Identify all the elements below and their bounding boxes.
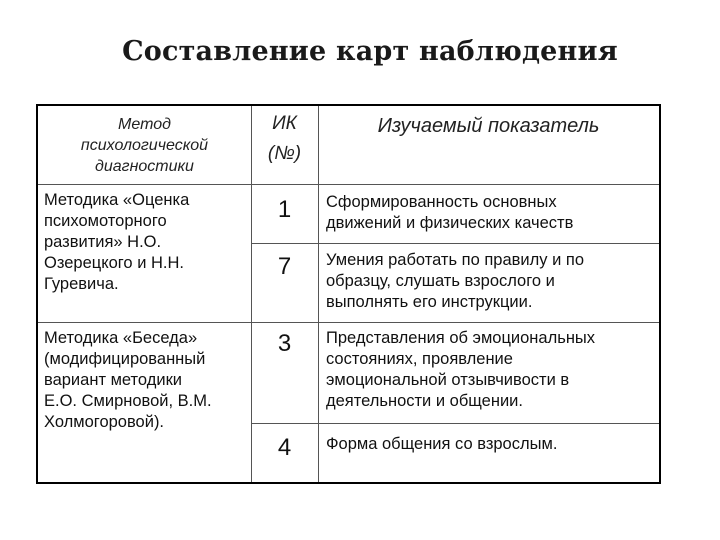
indicator-line: выполнять его инструкции. xyxy=(326,293,533,311)
method-line: вариант методики xyxy=(44,371,183,389)
indicator-cell xyxy=(318,328,659,412)
indicator-line: эмоциональной отзывчивости в xyxy=(326,371,570,389)
method-line: Гуревича. xyxy=(44,275,119,293)
ik-number: 4 xyxy=(277,434,292,461)
method-cell xyxy=(38,190,251,295)
method-cell xyxy=(38,328,251,433)
indicator-line: образцу, слушать взрослого и xyxy=(326,272,555,290)
header-method xyxy=(38,114,251,177)
method-line: развития» Н.О. xyxy=(44,233,162,251)
indicator-line: Сформированность основных xyxy=(326,193,557,211)
observation-table xyxy=(36,104,661,484)
ik-number: 7 xyxy=(277,253,292,280)
method-line: Холмогоровой). xyxy=(44,413,165,431)
header-method-line: диагностики xyxy=(95,158,194,175)
header-method-line: психологической xyxy=(80,137,209,154)
header-indicator: Изучаемый показатель xyxy=(377,115,600,137)
method-line: Методика «Оценка xyxy=(44,191,190,209)
method-line: Е.О. Смирновой, В.М. xyxy=(44,392,212,410)
indicator-line: деятельности и общении. xyxy=(326,392,523,410)
ik-number: 3 xyxy=(277,330,292,357)
method-line: психомоторного xyxy=(44,212,167,230)
indicator-line: Форма общения со взрослым. xyxy=(326,435,558,453)
indicator-line: Представления об эмоциональных xyxy=(326,329,596,347)
slide-title: Составление карт наблюдения xyxy=(122,36,618,67)
method-line: Методика «Беседа» xyxy=(44,329,198,347)
indicator-cell xyxy=(318,434,659,455)
group-divider xyxy=(38,322,659,323)
ik-number: 1 xyxy=(277,196,292,223)
header-method-line: Метод xyxy=(118,116,171,133)
header-ik-line: (№) xyxy=(267,143,302,164)
header-ik xyxy=(251,112,318,166)
indicator-line: Умения работать по правилу и по xyxy=(326,251,584,269)
row-divider-1 xyxy=(251,243,659,244)
indicator-line: состояниях, проявление xyxy=(326,350,513,368)
indicator-cell xyxy=(318,192,659,234)
row-divider-3 xyxy=(251,423,659,424)
indicator-cell xyxy=(318,250,659,313)
indicator-line: движений и физических качеств xyxy=(326,214,574,232)
header-divider xyxy=(38,184,659,185)
method-line: (модифицированный xyxy=(44,350,206,368)
method-line: Озерецкого и Н.Н. xyxy=(44,254,184,272)
header-ik-line: ИК xyxy=(272,113,297,134)
